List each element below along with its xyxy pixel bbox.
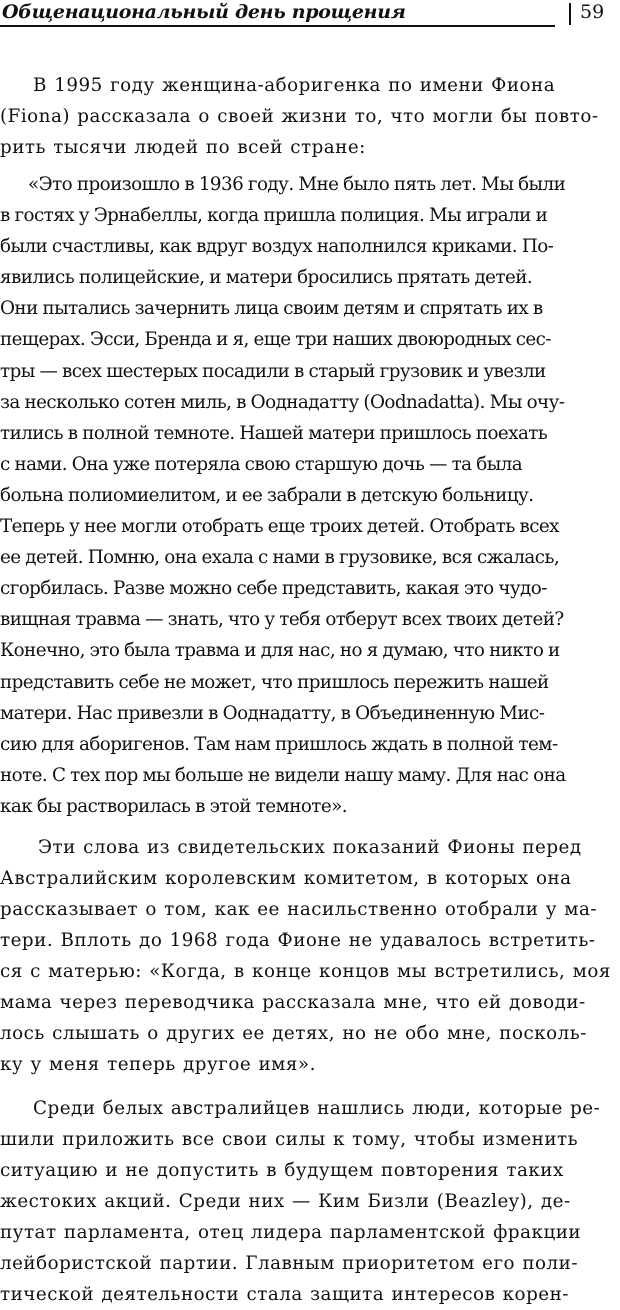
text-line: матери. Нас привезли в Ооднадатту, в Объединенную Мис- <box>0 702 545 724</box>
text-line: «Это произошло в 1936 году. Мне было пять лет. Мы были <box>28 174 566 195</box>
text-line: тились в полной темноте. Нашей матери пришлось поехать <box>0 422 548 444</box>
text-line: мама через переводчика рассказала мне, что ей доводи- <box>0 991 586 1013</box>
text-line: Теперь у нее могли отобрать еще троих детей. Отобрать всех <box>0 516 559 538</box>
text-line: в гостях у Эрнабеллы, когда пришла полиция. Мы играли и <box>0 205 548 227</box>
text-line: представить себе не может, что пришлось пережить нашей <box>0 671 549 693</box>
text-line: сию для аборигенов. Там нам пришлось ждать в полной тем- <box>0 733 558 755</box>
text-line: рассказывает о том, как ее насильственно отобрали у ма- <box>0 898 598 920</box>
text-line: были счастливы, как вдруг воздух наполнился криками. По- <box>0 236 554 258</box>
text-line: сгорбилась. Разве можно себе представить, какая это чудо- <box>0 578 547 600</box>
paragraph-testimony-context <box>0 832 620 1080</box>
text-line: пещерах. Эсси, Бренда и я, еще три наших двоюродных сес- <box>0 329 551 351</box>
text-line: Они пытались зачернить лица своим детям и спрятать их в <box>0 298 543 320</box>
text-line: тры — всех шестерых посадили в старый грузовик и увезли <box>0 360 546 382</box>
text-line: ноте. С тех пор мы больше не видели нашу маму. Для нас она <box>0 764 566 786</box>
text-line: Конечно, это была травма и для нас, но я думаю, что никто и <box>0 640 560 662</box>
text-line: путат парламента, отец лидера парламентской фракции <box>0 1221 582 1243</box>
text-line: В 1995 году женщина-аборигенка по имени Фиона <box>33 75 556 96</box>
text-line: тической деятельности стала защита интересов корен- <box>0 1283 569 1305</box>
text-line: ситуацию и не допустить в будущем повторения таких <box>0 1159 564 1181</box>
text-line: шили приложить все свои силы к тому, чтобы изменить <box>0 1128 579 1150</box>
text-line: с нами. Она уже потеряла свою старшую дочь — та была <box>0 453 523 475</box>
text-line: за несколько сотен миль, в Ооднадатту (Oodnadatta). Мы очу- <box>0 391 565 413</box>
running-header <box>0 0 620 30</box>
text-line: лось слышать о других ее детях, но не обо мне, посколь- <box>0 1022 587 1044</box>
paragraph-quote <box>0 169 620 822</box>
text-line: ку у меня теперь другое имя». <box>0 1053 316 1075</box>
header-rule <box>0 25 555 27</box>
text-line: лейбористской партии. Главным приоритетом его поли- <box>0 1252 579 1274</box>
running-title: Общенациональный день прощения <box>2 1 406 23</box>
text-line: как бы растворилась в этой темноте». <box>0 795 348 817</box>
text-line: больна полиомиелитом, и ее забрали в детскую больницу. <box>0 484 534 506</box>
text-line: рить тысячи людей по всей стране: <box>0 137 366 158</box>
text-line: ее детей. Помню, она ехала с нами в грузовике, вся сжалась, <box>0 547 560 569</box>
text-line: ся с матерью: «Когда, в конце концов мы встретились, моя <box>0 960 611 982</box>
text-line: Австралийским королевским комитетом, в которых она <box>0 867 572 889</box>
page-number-separator <box>569 3 571 25</box>
paragraph-intro <box>0 70 620 163</box>
text-line: Эти слова из свидетельских показаний Фионы перед <box>38 836 582 858</box>
page-number: 59 <box>580 1 605 23</box>
paragraph-beazley <box>0 1093 620 1310</box>
text-line: вищная травма — знать, что у тебя отберут всех твоих детей? <box>0 609 564 631</box>
body-text <box>0 70 620 1310</box>
text-line: (Fiona) рассказала о своей жизни то, что могли бы повто- <box>0 106 599 127</box>
text-line: тери. Вплоть до 1968 года Фионе не удавалось встретить- <box>0 929 596 951</box>
text-line: явились полицейские, и матери бросились прятать детей. <box>0 267 533 289</box>
text-line: Среди белых австралийцев нашлись люди, которые ре- <box>33 1097 601 1119</box>
text-line: жестоких акций. Среди них — Ким Бизли (Beazley), де- <box>0 1190 571 1212</box>
